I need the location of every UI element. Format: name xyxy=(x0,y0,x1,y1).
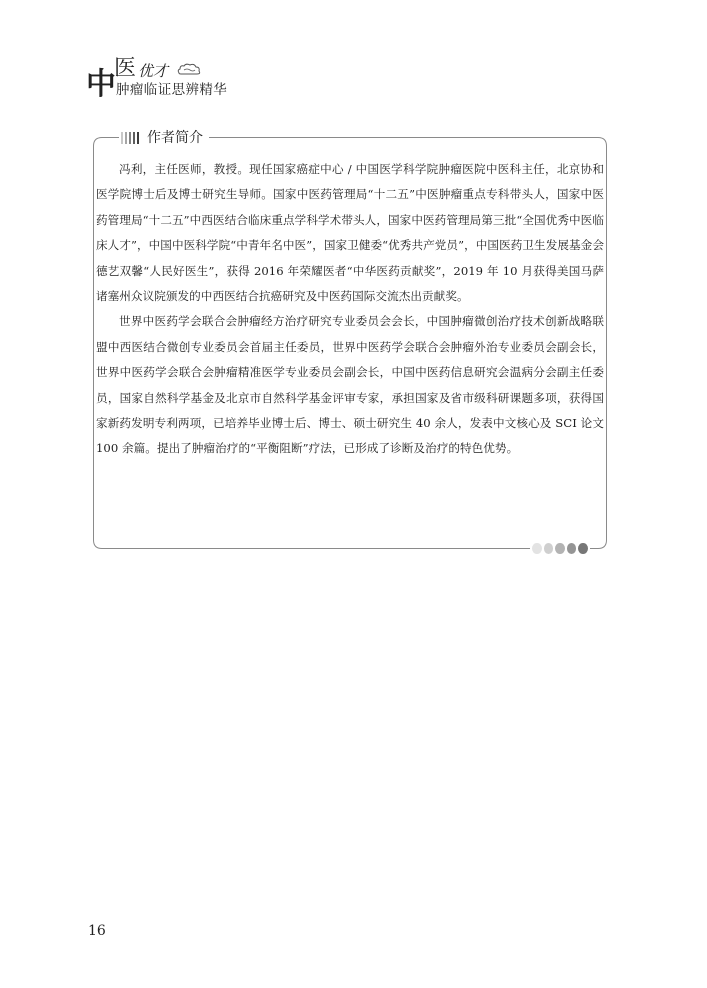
dots-icon xyxy=(530,541,590,555)
book-logo xyxy=(86,58,266,108)
logo-zhong: 中 xyxy=(86,67,116,102)
bio-paragraph-1: 冯利，主任医师，教授。现任国家癌症中心 / 中国医学科学院肿瘤医院中医科主任，北京协和医学院博士后及博士研究生导师。国家中医药管理局“十二五”中医肿瘤重点专科带头人，国家中医药管理局“十二五”中西医结合临床重点学科学术带头人，国家中医药管理局第三批“全国优秀中医临床人才”，中国中医科学院“中青年名中医”，国家卫健委“优秀共产党员”，中国医药卫生发展基金会德艺双馨“人民好医生”，获得 2016 年荣耀医者“中华医药贡献奖”，2019 年 10 月获得美国马萨诸塞州众议院颁发的中西医结合抗癌研究及中医药国际交流杰出贡献奖。 xyxy=(96,162,604,304)
bio-paragraph-2: 世界中医药学会联合会肿瘤经方治疗研究专业委员会会长，中国肿瘤微创治疗技术创新战略联盟中西医结合微创专业委员会首届主任委员，世界中医药学会联合会肿瘤外治专业委员会副会长，世界中医药学会联合会肿瘤精准医学专业委员会副会长，中国中医药信息研究会温病分会副主任委员，国家自然科学基金及北京市自然科学基金评审专家，承担国家及省市级科研课题多项，获得国家新药发明专利两项，已培养毕业博士后、博士、硕士研究生 40 余人，发表中文核心及 SCI 论文 100 余篇。提出了肿瘤治疗的“平衡阻断”疗法，已形成了诊断及治疗的特色优势。 xyxy=(96,314,604,456)
section-heading xyxy=(119,129,209,147)
logo-yi: 医 xyxy=(114,56,137,81)
gradient-bars-icon xyxy=(121,132,139,144)
cloud-icon xyxy=(176,62,202,76)
bio-body xyxy=(96,157,604,462)
page-number: 16 xyxy=(88,923,106,939)
logo-subtitle: 肿瘤临证思辨精华 xyxy=(116,82,228,98)
section-title: 作者简介 xyxy=(147,130,203,146)
logo-youcai: 优才 xyxy=(138,62,169,80)
